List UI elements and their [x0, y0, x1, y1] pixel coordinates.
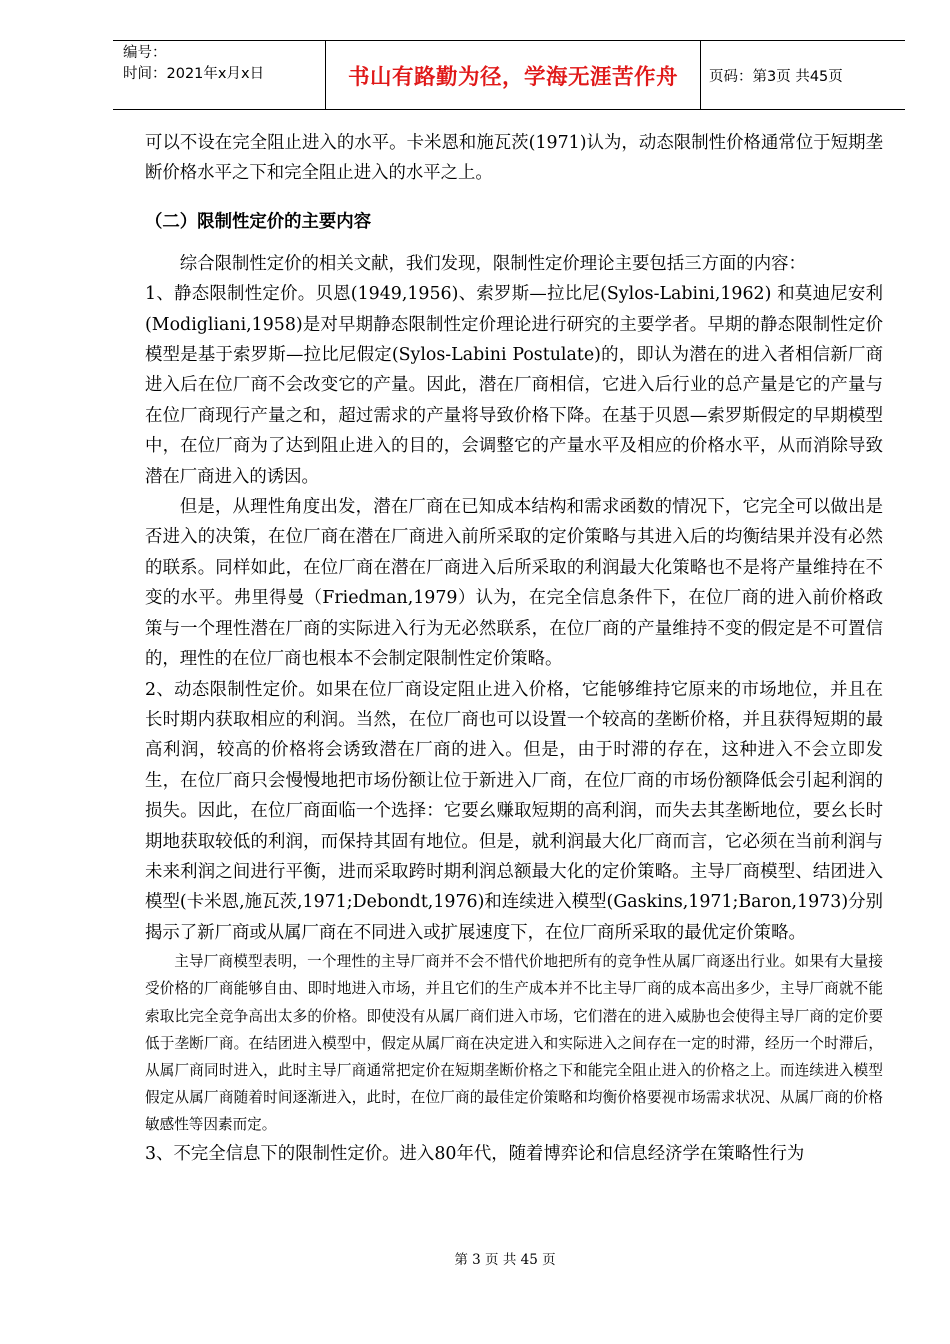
paragraph-incomplete-info: 3、不完全信息下的限制性定价。进入80年代，随着博弈论和信息经济学在策略性行为 [145, 1143, 805, 1164]
page-footer: 第 3 页 共 45 页 [454, 1252, 556, 1268]
page-header [113, 40, 905, 110]
document-body [145, 128, 883, 1169]
header-meta [113, 41, 326, 109]
paragraph-intro: 综合限制性定价的相关文献，我们发现，限制性定价理论主要包括三方面的内容： [179, 253, 806, 274]
paragraph-rational-critique: 但是，从理性角度出发，潜在厂商在已知成本结构和需求函数的情况下，它完全可以做出是否进入的决策，在位厂商在潜在厂商进入前所采取的定价策略与其进入后的均衡结果并没有必然的联系。同样如此，在位厂商在潜在厂商进入后所采取的利润最大化策略也不是将产量维持在不变的水平。弗里得曼（Friedman,1979）认为，在完全信息条件下，在位厂商的进入前价格政策与一个理性潜在厂商的实际进入行为无必然联系，在位厂商的产量维持不变的假定是不可置信的，理性的在位厂商也根本不会制定限制性定价策略。 [145, 497, 883, 670]
section-title: （二）限制性定价的主要内容 [145, 211, 372, 232]
document-number-label: 编号： [123, 45, 167, 61]
paragraph-dynamic-pricing: 2、动态限制性定价。如果在位厂商设定阻止进入价格，它能够维持它原来的市场地位，并且在长时期内获取相应的利润。当然，在位厂商也可以设置一个较高的垄断价格，并且获得短期的最高利润，较高的价格将会诱致潜在厂商的进入。但是，由于时滞的存在，这种进入不会立即发生，在位厂商只会慢慢地把市场份额让位于新进入厂商，在位厂商的市场份额降低会引起利润的损失。因此，在位厂商面临一个选择：它要幺赚取短期的高利润，而失去其垄断地位，要幺长时期地获取较低的利润，而保持其固有地位。但是，就利润最大化厂商而言，它必须在当前利润与未来利润之间进行平衡，进而采取跨时期利润总额最大化的定价策略。主导厂商模型、结团进入模型(卡米恩,施瓦茨,1971;Debondt,1976)和连续进入模型(Gaskins,1971;Baron,1973)分别揭示了新厂商或从属厂商在不同进入或扩展速度下，在位厂商所采取的最优定价策略。 [145, 679, 883, 943]
header-page-info: 页码：第3页 共45页 [709, 68, 843, 85]
document-time-label: 时间：2021年x月x日 [123, 66, 265, 82]
paragraph-continued: 可以不设在完全阻止进入的水平。卡米恩和施瓦茨(1971)认为，动态限制性价格通常位于短期垄断价格水平之下和完全阻止进入的水平之上。 [145, 133, 883, 184]
header-motto: 书山有路勤为径，学海无涯苦作舟 [326, 41, 701, 109]
paragraph-dominant-firm-model: 主导厂商模型表明，一个理性的主导厂商并不会不惜代价地把所有的竞争性从属厂商逐出行业。如果有大量接受价格的厂商能够自由、即时地进入市场，并且它们的生产成本并不比主导厂商的成本高出多少，主导厂商就不能索取比完全竞争高出太多的价格。即使没有从属厂商们进入市场，它们潜在的进入威胁也会使得主导厂商的定价要低于垄断厂商。在结团进入模型中，假定从属厂商在决定进入和实际进入之间存在一定的时滞，经历一个时滞后，从属厂商同时进入，此时主导厂商通常把定价在短期垄断价格之下和能完全阻止进入的价格之上。而连续进入模型假定从属厂商随着时间逐渐进入，此时，在位厂商的最佳定价策略和均衡价格要视市场需求状况、从属厂商的价格敏感性等因素而定。 [145, 953, 883, 1134]
paragraph-static-pricing: 1、静态限制性定价。贝恩(1949,1956)、索罗斯—拉比尼(Sylos-Labini,1962) 和莫迪尼安利(Modigliani,1958)是对早期静态限制性定价理论进行研究的主要学者。早期的静态限制性定价模型是基于索罗斯—拉比尼假定(Sylos-Labini Postulate)的，即认为潜在的进入者相信新厂商进入后在位厂商不会改变它的产量。因此，潜在厂商相信，它进入后行业的总产量是它的产量与在位厂商现行产量之和，超过需求的产量将导致价格下降。在基于贝恩—索罗斯假定的早期模型中，在位厂商为了达到阻止进入的目的，会调整它的产量水平及相应的价格水平，从而消除导致潜在厂商进入的诱因。 [145, 284, 883, 487]
